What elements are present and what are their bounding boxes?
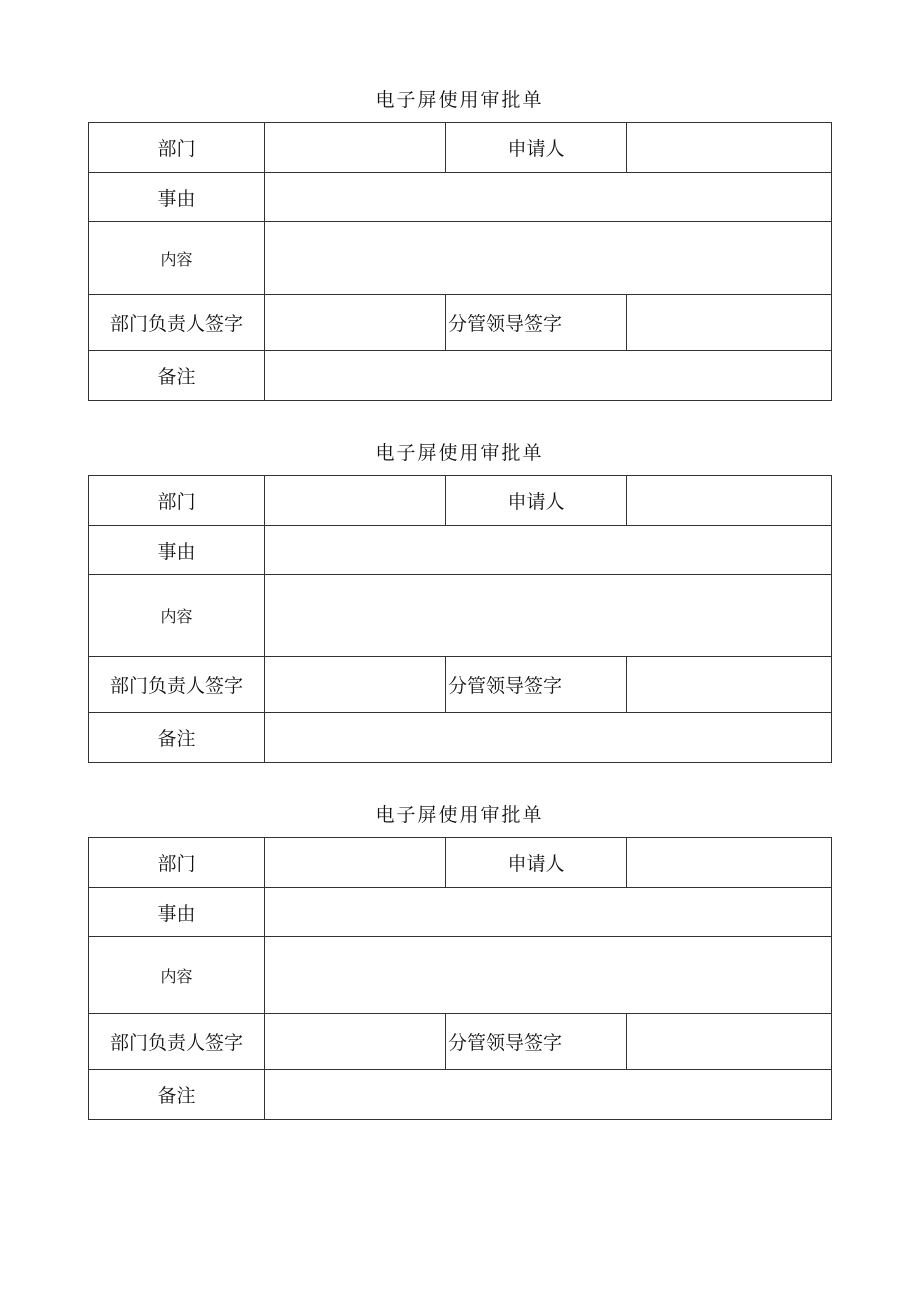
remarks-label: 备注: [89, 351, 265, 401]
leader-signature-label: 分管领导签字: [446, 1014, 627, 1070]
dept-head-signature-label: 部门负责人签字: [89, 295, 265, 351]
leader-signature-field[interactable]: [627, 1014, 832, 1070]
department-field[interactable]: [265, 838, 446, 888]
content-field[interactable]: [265, 937, 832, 1014]
form-title: 电子屏使用审批单: [375, 804, 544, 826]
content-label: 内容: [89, 222, 265, 295]
approval-form-2: [88, 431, 831, 763]
content-label: 内容: [89, 937, 265, 1014]
dept-head-signature-field[interactable]: [265, 1014, 446, 1070]
content-field[interactable]: [265, 222, 832, 295]
department-label: 部门: [89, 838, 265, 888]
leader-signature-field[interactable]: [627, 657, 832, 713]
approval-form-3: [88, 793, 831, 1120]
applicant-field[interactable]: [627, 476, 832, 526]
remarks-label: 备注: [89, 713, 265, 763]
department-field[interactable]: [265, 476, 446, 526]
department-field[interactable]: [265, 123, 446, 173]
dept-head-signature-label: 部门负责人签字: [89, 1014, 265, 1070]
dept-head-signature-label: 部门负责人签字: [89, 657, 265, 713]
reason-field[interactable]: [265, 888, 832, 937]
reason-label: 事由: [89, 526, 265, 575]
remarks-field[interactable]: [265, 351, 832, 401]
applicant-field[interactable]: [627, 123, 832, 173]
leader-signature-label: 分管领导签字: [446, 657, 627, 713]
leader-signature-label: 分管领导签字: [446, 295, 627, 351]
form-table: [88, 837, 832, 1120]
reason-label: 事由: [89, 888, 265, 937]
remarks-field[interactable]: [265, 713, 832, 763]
approval-form-1: [88, 78, 831, 401]
applicant-label: 申请人: [446, 476, 627, 526]
applicant-field[interactable]: [627, 838, 832, 888]
dept-head-signature-field[interactable]: [265, 295, 446, 351]
dept-head-signature-field[interactable]: [265, 657, 446, 713]
department-label: 部门: [89, 476, 265, 526]
content-label: 内容: [89, 575, 265, 657]
reason-label: 事由: [89, 173, 265, 222]
reason-field[interactable]: [265, 173, 832, 222]
form-title: 电子屏使用审批单: [375, 442, 544, 464]
form-table: [88, 475, 832, 763]
form-title: 电子屏使用审批单: [375, 89, 544, 111]
remarks-field[interactable]: [265, 1070, 832, 1120]
department-label: 部门: [89, 123, 265, 173]
applicant-label: 申请人: [446, 123, 627, 173]
leader-signature-field[interactable]: [627, 295, 832, 351]
content-field[interactable]: [265, 575, 832, 657]
remarks-label: 备注: [89, 1070, 265, 1120]
form-table: [88, 122, 832, 401]
applicant-label: 申请人: [446, 838, 627, 888]
reason-field[interactable]: [265, 526, 832, 575]
